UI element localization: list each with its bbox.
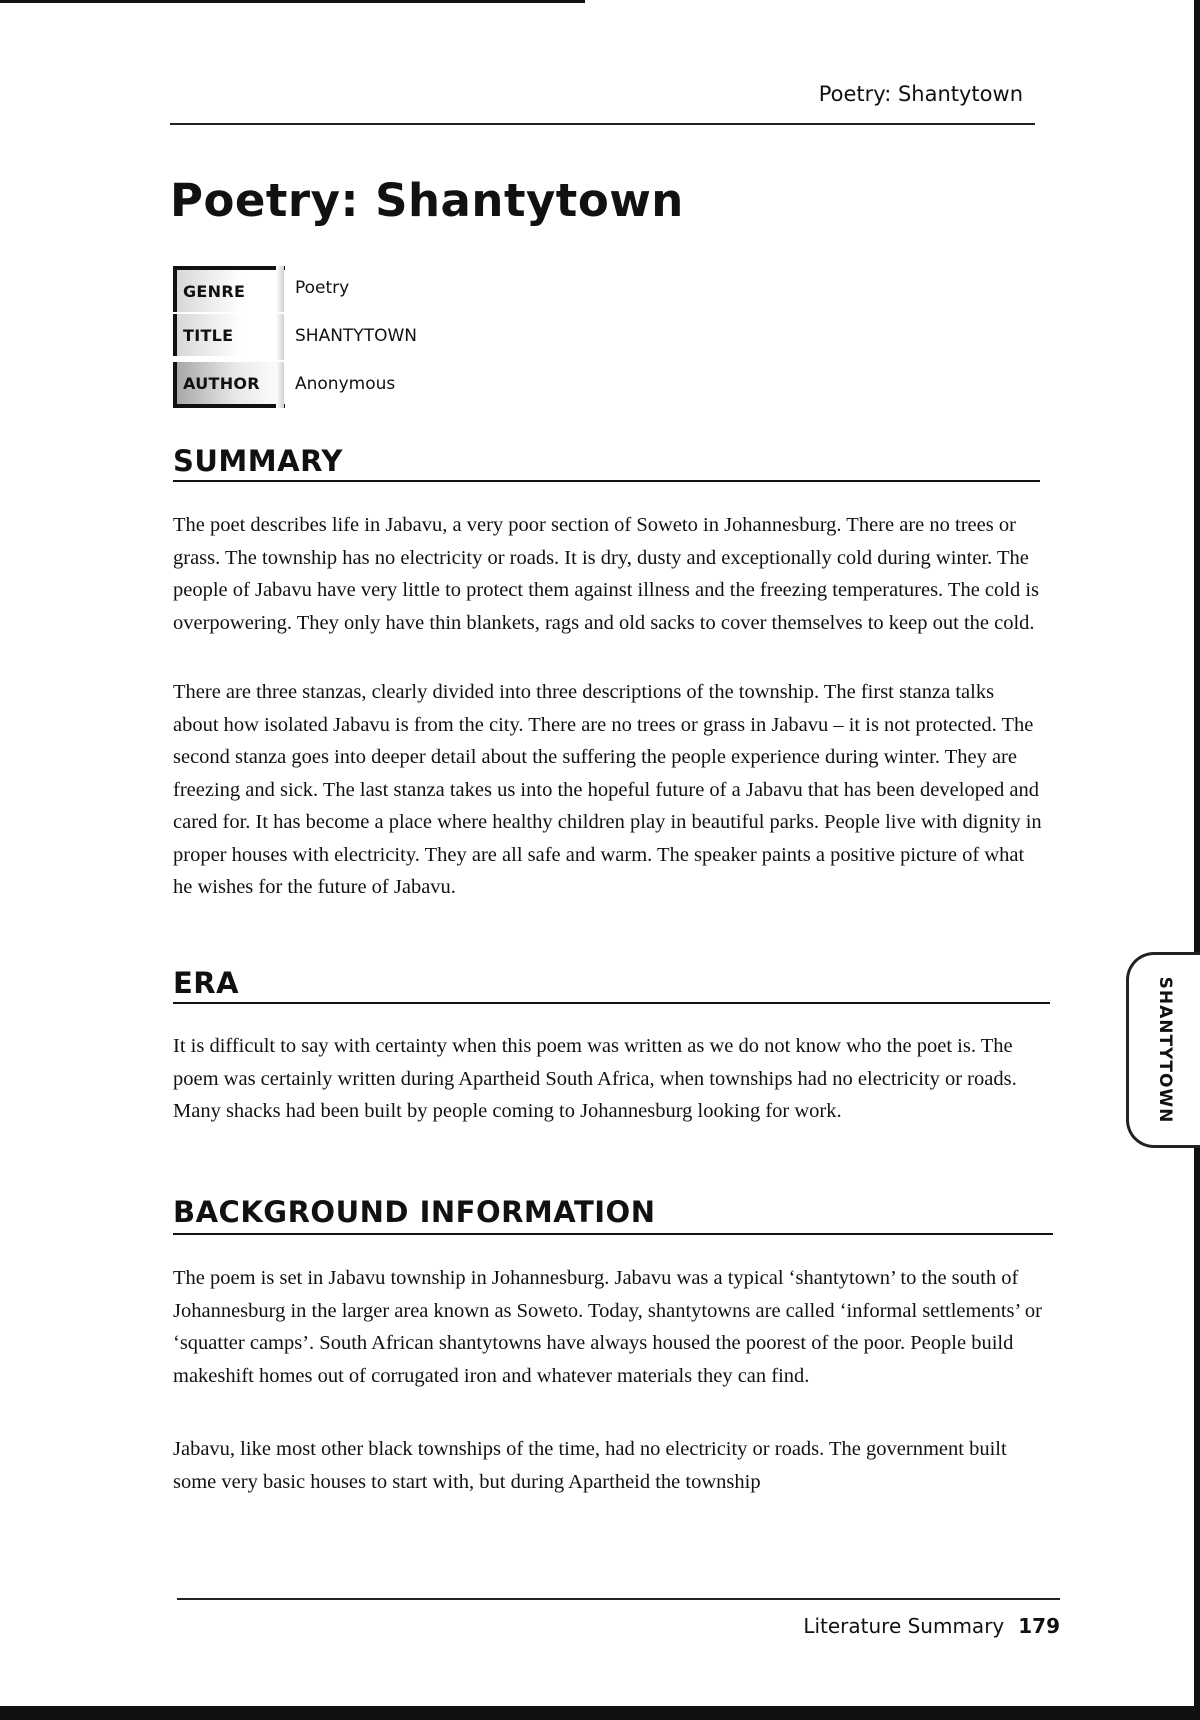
meta-label-box: [173, 266, 285, 312]
meta-value: Poetry: [295, 278, 350, 298]
meta-label: AUTHOR: [183, 374, 260, 393]
summary-rule: [173, 480, 1040, 482]
era-heading: ERA: [173, 966, 240, 1000]
side-thumb-tab: [1126, 952, 1200, 1148]
footer: [177, 1614, 1060, 1638]
scan-edge-right: [1194, 0, 1200, 1720]
meta-separator: [276, 266, 284, 312]
meta-label: GENRE: [183, 282, 246, 301]
side-tab-label: SHANTYTOWN: [1154, 976, 1175, 1124]
background-heading: BACKGROUND INFORMATION: [173, 1195, 656, 1229]
summary-heading: SUMMARY: [173, 444, 343, 478]
meta-separator: [276, 314, 284, 360]
footer-label: Literature Summary: [803, 1614, 1005, 1638]
meta-value: Anonymous: [295, 374, 396, 394]
running-head-rule: [170, 123, 1035, 125]
running-head: Poetry: Shantytown: [818, 82, 1023, 106]
page-number: 179: [1018, 1614, 1060, 1638]
era-rule: [173, 1002, 1050, 1004]
summary-paragraph-2: There are three stanzas, clearly divided into three descriptions of the township. The first stanza talks about how isolated Jabavu is from the city. There are no trees or grass in Jabavu – it is not protected. The second stanza goes into deeper detail about the suffering the people experience during winter. They are freezing and sick. The last stanza takes us into the hopeful future of a Jabavu that has been developed and cared for. It has become a place where healthy children play in beautiful parks. People live with dignity in proper houses with electricity. They are all safe and warm. The speaker paints a positive picture of what he wishes for the future of Jabavu.: [173, 681, 1042, 898]
scan-edge-top: [0, 0, 585, 3]
meta-label: TITLE: [183, 326, 234, 345]
meta-value: SHANTYTOWN: [295, 326, 417, 346]
scan-edge-bottom: [0, 1706, 1200, 1720]
meta-label-box: [173, 314, 285, 356]
meta-label-box: [173, 362, 285, 408]
meta-separator: [276, 362, 284, 408]
background-paragraph-1: The poem is set in Jabavu township in Johannesburg. Jabavu was a typical ‘shantytown’ to the south of Johannesburg in the larger area known as Soweto. Today, shantytowns are called ‘informal settlements’ or ‘squatter camps’. South African shantytowns have always housed the poorest of the poor. People build makeshift homes out of corrugated iron and whatever materials they can find.: [173, 1267, 1043, 1387]
background-paragraph-2: Jabavu, like most other black townships of the time, had no electricity or roads. The government built some very basic houses to start with, but during Apartheid the township: [173, 1438, 1007, 1493]
summary-paragraph-1: The poet describes life in Jabavu, a very poor section of Soweto in Johannesburg. There are no trees or grass. The township has no electricity or roads. It is dry, dusty and exceptionally cold during winter. The people of Jabavu have very little to protect them against illness and the freezing temperatures. The cold is overpowering. They only have thin blankets, rags and old sacks to cover themselves to keep out the cold.: [173, 514, 1040, 634]
page-title: Poetry: Shantytown: [170, 174, 684, 227]
background-rule: [173, 1233, 1053, 1235]
footer-rule: [177, 1598, 1060, 1600]
era-paragraph: It is difficult to say with certainty when this poem was written as we do not know who the poet is. The poem was certainly written during Apartheid South Africa, when townships had no electricity or roads. Many shacks had been built by people coming to Johannesburg looking for work.: [173, 1035, 1017, 1122]
